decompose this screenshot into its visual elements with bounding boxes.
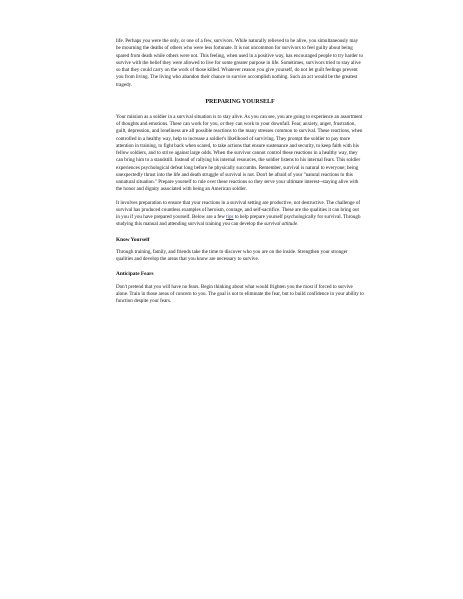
anticipate-fears-paragraph: Don't pretend that you will have no fears. Begin thinking about what would frighten you the most if forced to survive alone. Train in those areas of concern to you. The goal is not to eliminate the fear, but to build confidence in your ability to function despite your fears. xyxy=(116,283,364,304)
spacer xyxy=(116,106,364,114)
section-paragraph-2 xyxy=(116,200,364,229)
intro-paragraph: life. Perhaps you were the only, or one of a few, survivors. While naturally relieved to be alive, you simultaneously may be mourning the deaths of others who were less fortunate. It is not uncommon for survivors to feel guilty about being spared from death while others were not. This feeling, when used in a positive way, has encouraged people to try harder to survive with the belief they were allowed to live for some greater purpose in life. Sometimes, survivors tried to stay alive so that they could carry on the work of those killed. Whatever reason you give yourself, do not let guilt feelings prevent you from living. The living who abandon their chance to survive accomplish nothing. Such an act would be the greatest tragedy. xyxy=(116,38,364,88)
spacer xyxy=(116,263,364,271)
spacer xyxy=(116,229,364,237)
spacer xyxy=(116,89,364,98)
document-page xyxy=(116,38,364,305)
tips-link[interactable]: tips xyxy=(226,214,234,220)
know-yourself-paragraph: Through training, family, and friends take the time to discover who you are on the inside. Strengthen your stronger qualities and develop the areas that you know are necessary to survive. xyxy=(116,248,348,262)
know-yourself-heading: Know Yourself xyxy=(116,236,150,243)
section-paragraph-2-text-a: It involves preparation to ensure that your reactions in a survival setting are productive, not destructive. The challenge of survival has produced countless examples of heroism, courage, and self-sacrifice. These are the qualities it can bring out in you if you have prepared yourself. Below are a few xyxy=(116,199,361,220)
survival-attitude-emphasis: survival attitude. xyxy=(264,221,299,228)
section-heading: PREPARING YOURSELF xyxy=(205,98,275,105)
section-paragraph-2-text-b: to help prepare yourself psychologically for survival. Through studying this manual and attending survival training you can develop the xyxy=(116,214,361,228)
section-paragraph-1: Your mission as a soldier in a survival situation is to stay alive. As you can see, you are going to experience an assortment of thoughts and emotions. These can work for you, or they can work to your downfall. Fear, anxiety, anger, frustration, guilt, depression, and loneliness are all possible reactions to the many stresses common to survival. These reactions, when controlled in a healthy way, help to increase a soldier's likelihood of surviving. They prompt the soldier to pay more attention in training, to fight back when scared, to take actions that ensure sustenance and security, to keep faith with his fellow soldiers, and to strive against large odds. When the survivor cannot control these reactions in a healthy way, they can bring him to a standstill. Instead of rallying his internal resources, the soldier listens to his internal fears. This soldier experiences psychological defeat long before he physically succumbs. Remember, survival is natural to everyone; being unexpectedly thrust into the life and death struggle of survival is not. Don't be afraid of your "natural reactions to this unnatural situation." Prepare yourself to rule over these reactions so they serve your ultimate interest--staying alive with the honor and dignity associated with being an American soldier. xyxy=(116,113,363,193)
anticipate-fears-heading: Anticipate Fears xyxy=(116,271,154,278)
